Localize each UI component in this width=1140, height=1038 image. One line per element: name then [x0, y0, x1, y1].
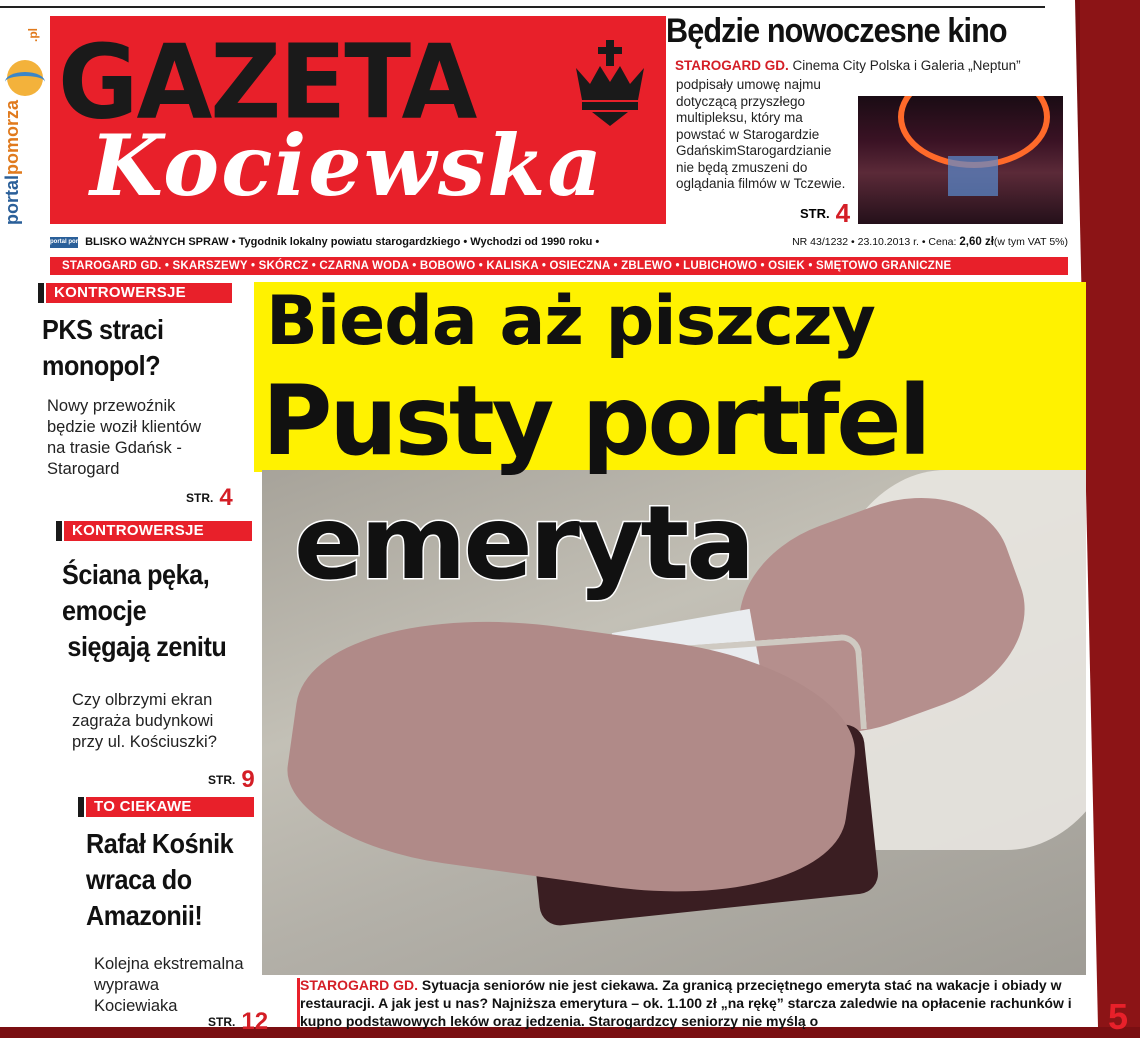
desc-line: na trasie Gdańsk -	[47, 439, 182, 457]
str-num: 12	[241, 1008, 269, 1035]
price: 2,60 zł	[959, 236, 994, 248]
portal-name	[2, 100, 23, 225]
headline-line: Ściana pęka,	[62, 559, 210, 590]
masthead-gazeta: GAZETA	[58, 23, 476, 143]
portal-name-b: pomorza	[2, 99, 22, 175]
headline-line: Amazonii!	[86, 900, 203, 931]
sidebar-desc-2	[72, 690, 217, 753]
desc-line: Kolejna ekstremalna	[94, 955, 244, 973]
issue-info	[792, 236, 1068, 248]
str-label: STR.	[186, 491, 214, 505]
kino-lead-text: Cinema City Polska i Galeria „Neptun”	[792, 58, 1021, 73]
top-rule	[0, 6, 1045, 8]
sidebar-tag-1: KONTROWERSJE	[46, 283, 232, 303]
portal-suffix: .pl	[26, 28, 40, 42]
headline-line: Rafał Kośnik	[86, 828, 234, 859]
kino-body: podpisały umowę najmu dotyczącą przyszłego multipleksu, który ma powstać w Starogardzie GdańskimStarogardzianie nie będą zmuszeni do oglądania filmów w Tczewie.	[676, 77, 846, 191]
sidebar-page-ref-3	[208, 1008, 268, 1036]
main-lead-text: Sytuacja seniorów nie jest ciekawa. Za granicą przeciętnego emeryta stać na wakacje i obiady w restauracji. A jak jest u nas? Najniższa emerytura – ok. 1.100 zł „na rękę” starcza zaledwie na opłacenie rachunków i kupno podstawowych leków oraz jedzenia. Starogardzcy seniorzy nie myślą o	[300, 977, 1072, 1029]
cinema-photo	[858, 96, 1063, 224]
info-strip	[50, 236, 1068, 252]
issue-number: NR 43/1232 • 23.10.2013 r. • Cena:	[792, 236, 960, 248]
str-num: 9	[241, 766, 255, 793]
sidebar-page-ref-1	[186, 484, 233, 512]
headline-line: sięgają zenitu	[67, 631, 227, 662]
sidebar-headline-1	[42, 312, 164, 384]
sidebar-headline-2	[62, 557, 226, 665]
sidebar-desc-1	[47, 396, 201, 480]
vat-note: (w tym VAT 5%)	[993, 236, 1068, 248]
str-label: STR.	[208, 1015, 236, 1029]
desc-line: zagraża budynkowi	[72, 712, 214, 730]
masthead	[50, 16, 666, 224]
kino-headline: Będzie nowoczesne kino	[666, 12, 1007, 50]
sidebar-tag-2: KONTROWERSJE	[64, 521, 252, 541]
desc-line: Nowy przewoźnik	[47, 397, 176, 415]
headline-line: wraca do	[86, 864, 192, 895]
str-num: 4	[219, 484, 233, 511]
main-headline-3: emeryta	[294, 484, 753, 603]
main-headline-2: Pusty portfel	[262, 365, 929, 477]
tagline: BLISKO WAŻNYCH SPRAW • Tygodnik lokalny powiatu starogardzkiego • Wychodzi od 1990 roku •	[85, 236, 600, 248]
towns-bar: STAROGARD GD. • SKARSZEWY • SKÓRCZ • CZARNA WODA • BOBOWO • KALISKA • OSIECZNA • ZBLEWO • LUBICHOWO • OSIEK • SMĘTOWO GRANICZNE	[50, 257, 1068, 275]
portal-name-a: portal	[2, 174, 22, 225]
kino-str-label: STR.	[800, 206, 830, 221]
desc-line: przy ul. Kościuszki?	[72, 733, 217, 751]
main-lead-location: STAROGARD GD.	[300, 977, 418, 993]
main-page-number: 5	[1108, 996, 1129, 1037]
portal-mini-logo: portal pomorza	[50, 237, 78, 248]
kino-lead	[675, 58, 1045, 74]
desc-line: Starogard	[47, 460, 120, 478]
headline-line: monopol?	[42, 350, 161, 381]
crown-icon	[570, 38, 650, 128]
sidebar-tag-3: TO CIEKAWE	[86, 797, 254, 817]
str-label: STR.	[208, 773, 236, 787]
headline-line: emocje	[62, 595, 147, 626]
desc-line: Czy olbrzymi ekran	[72, 691, 213, 709]
headline-line: PKS straci	[42, 314, 164, 345]
desc-line: wyprawa	[94, 976, 160, 994]
kino-str-num: 4	[835, 198, 851, 228]
main-lead	[300, 976, 1100, 1030]
kino-page-ref	[800, 198, 850, 229]
sidebar-page-ref-2	[208, 766, 255, 794]
main-headline-1: Bieda aż piszczy	[266, 282, 875, 361]
kino-location: STAROGARD GD.	[675, 58, 789, 73]
masthead-kociewska: Kociewska	[90, 116, 604, 215]
desc-line: Kociewiaka	[94, 997, 178, 1015]
sidebar-headline-3	[86, 826, 233, 934]
desc-line: będzie woził klientów	[47, 418, 202, 436]
wave-icon	[5, 72, 45, 92]
